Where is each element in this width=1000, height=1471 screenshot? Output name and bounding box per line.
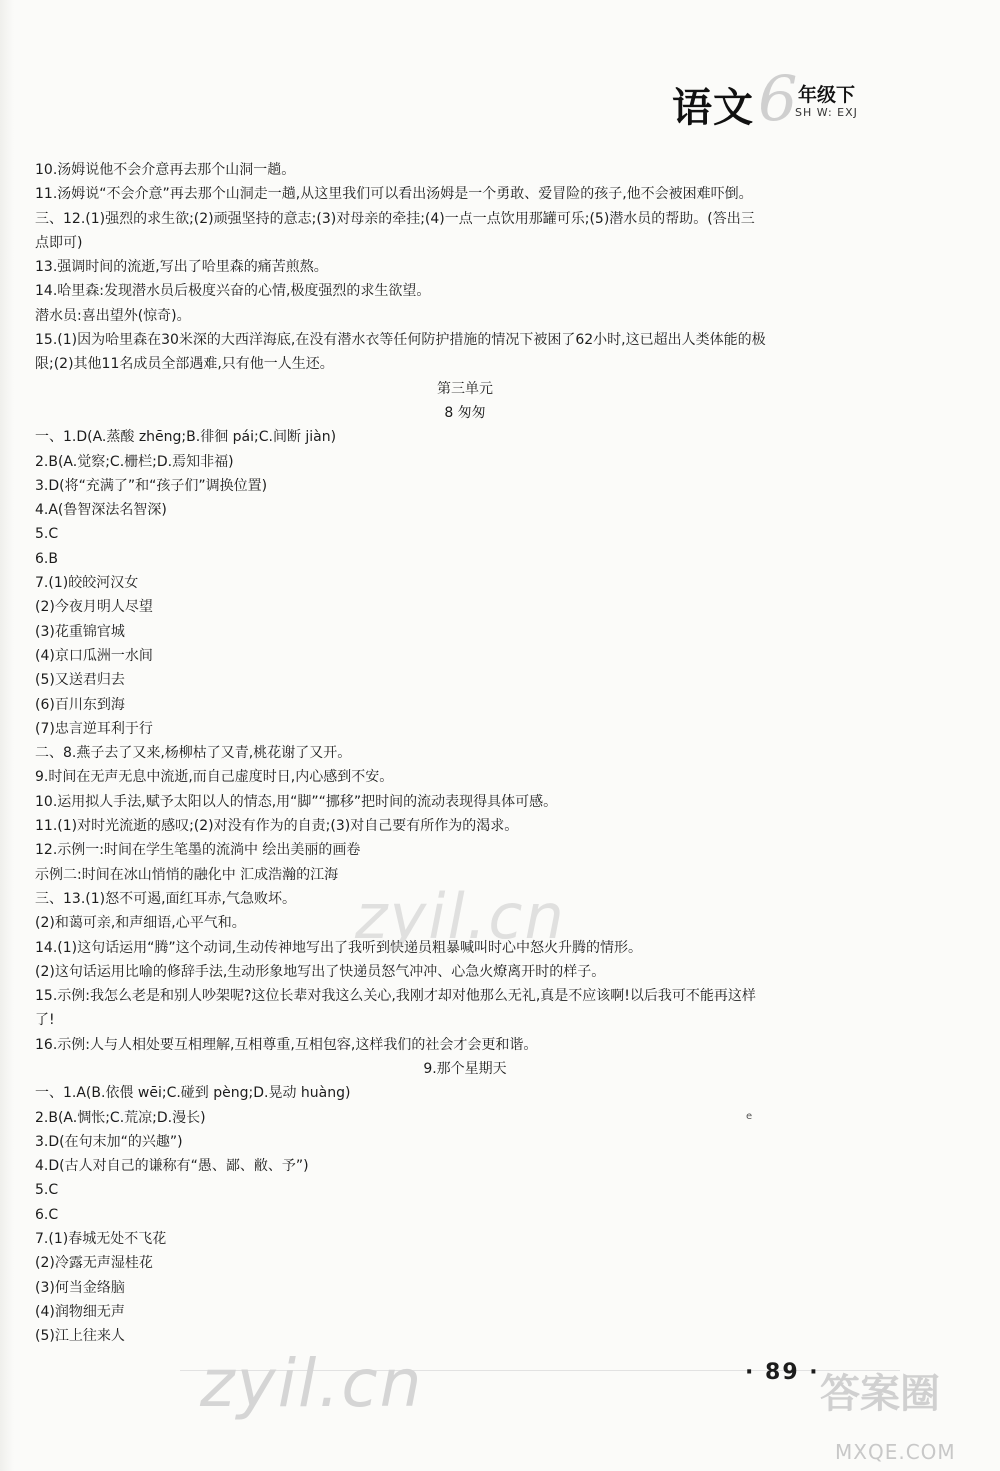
watermark-logo: 答案圈 <box>820 1371 940 1417</box>
answer-line: 9.时间在无声无息中流逝,而自己虚度时日,内心感到不安。 <box>35 769 394 786</box>
answer-line: (5)又送君归去 <box>35 672 125 689</box>
answer-line: 一、1.D(A.蒸酸 zhēng;B.徘徊 pái;C.间断 jiàn) <box>35 429 337 446</box>
answer-line: 4.D(古人对自己的谦称有“愚、鄙、敝、予”) <box>35 1158 309 1175</box>
answer-line: (3)何当金络脑 <box>35 1279 125 1296</box>
answer-line: 15.(1)因为哈里森在30米深的大西洋海底,在没有潜水衣等任何防护措施的情况下被困了62小时,这已超出人类体能的极 <box>35 332 766 349</box>
answer-line: 3.D(在句末加“的兴趣”) <box>35 1133 183 1150</box>
answer-line: 7.(1)春城无处不飞花 <box>35 1231 167 1248</box>
answer-line: (2)这句话运用比喻的修辞手法,生动形象地写出了快递员怒气冲冲、心急火燎离开时的样子。 <box>35 963 606 980</box>
answer-line: 4.A(鲁智深法名智深) <box>35 502 167 519</box>
answer-line: 14.(1)这句话运用“腾”这个动词,生动传神地写出了我听到快递员粗暴喊叫时心中怒火升腾的情形。 <box>35 939 643 956</box>
grade-number: 6 <box>758 62 798 135</box>
answer-line: 14.哈里森:发现潜水员后极度兴奋的心情,极度强烈的求生欲望。 <box>35 283 431 300</box>
answer-line: 7.(1)皎皎河汉女 <box>35 575 139 592</box>
series-code: SH W: EXJ <box>795 106 858 119</box>
answer-line: 二、8.燕子去了又来,杨柳枯了又青,桃花谢了又开。 <box>35 745 352 762</box>
subject-title: 语文 <box>672 84 754 131</box>
answer-line: 5.C <box>35 526 59 543</box>
answer-line: 示例二:时间在冰山悄悄的融化中 汇成浩瀚的江海 <box>35 866 339 883</box>
watermark-mid: zyil.cn <box>355 880 566 953</box>
watermark-site: zyil.cn <box>200 1345 424 1422</box>
answer-line: (5)江上往来人 <box>35 1328 125 1345</box>
answer-line: (2)冷露无声湿桂花 <box>35 1255 153 1272</box>
stray-mark: e <box>746 1111 753 1122</box>
answer-line: 11.汤姆说“不会介意”再去那个山洞走一趟,从这里我们可以看出汤姆是一个勇敢、爱冒险的孩子,他不会被困难吓倒。 <box>35 186 753 203</box>
scan-edge <box>0 0 14 1471</box>
answer-line: 潜水员:喜出望外(惊奇)。 <box>35 307 191 324</box>
answer-content <box>35 158 895 1349</box>
answer-line: 10.汤姆说他不会介意再去那个山洞一趟。 <box>35 162 296 178</box>
answer-line: (4)京口瓜洲一水间 <box>35 647 153 664</box>
answer-line: 2.B(A.惆怅;C.荒凉;D.漫长) <box>35 1109 206 1126</box>
answer-line: (7)忠言逆耳利于行 <box>35 720 153 737</box>
answer-line: (2)今夜月明人尽望 <box>35 599 153 616</box>
answer-line: (6)百川东到海 <box>35 696 125 713</box>
answer-line: 6.C <box>35 1206 59 1223</box>
answer-line: 11.(1)对时光流逝的感叹;(2)对没有作为的自责;(3)对自己要有所作为的渴求。 <box>35 818 519 835</box>
answer-line: 三、13.(1)怒不可遏,面红耳赤,气急败坏。 <box>35 890 296 907</box>
answer-line: (4)润物细无声 <box>35 1303 125 1320</box>
answer-line: 15.示例:我怎么老是和别人吵架呢?这位长辈对我这么关心,我刚才却对他那么无礼,真是不应该啊!以后我可不能再这样 <box>35 988 756 1005</box>
answer-line: 一、1.A(B.依偎 wēi;C.碰到 pèng;D.晃动 huàng) <box>35 1085 351 1102</box>
grade-text: 年级下 <box>798 84 856 106</box>
answer-line: 点即可) <box>35 234 83 251</box>
answer-line: 了! <box>35 1012 55 1029</box>
answer-line: 3.D(将“充满了”和“孩子们”调换位置) <box>35 477 268 494</box>
answer-line: 三、12.(1)强烈的求生欲;(2)顽强坚持的意志;(3)对母亲的牵挂;(4)一点一点饮用那罐可乐;(5)潜水员的帮助。(答出三 <box>35 210 755 227</box>
answer-line: 6.B <box>35 550 58 567</box>
section-heading: 8 匆匆 <box>444 404 486 421</box>
watermark-url: MXQE.COM <box>835 1440 956 1464</box>
answer-line: 限;(2)其他11名成员全部遇难,只有他一人生还。 <box>35 356 334 373</box>
answer-line: 16.示例:人与人相处要互相理解,互相尊重,互相包容,这样我们的社会才会更和谐。 <box>35 1036 538 1053</box>
answer-line: 2.B(A.觉察;C.栅栏;D.焉知非福) <box>35 453 234 470</box>
section-heading: 第三单元 <box>437 380 493 397</box>
page-number: · 89 · <box>745 1360 820 1385</box>
page-header <box>670 62 900 142</box>
answer-line: 13.强调时间的流逝,写出了哈里森的痛苦煎熬。 <box>35 259 328 276</box>
answer-line: 10.运用拟人手法,赋予太阳以人的情态,用“脚”“挪移”把时间的流动表现得具体可感。 <box>35 793 558 810</box>
answer-line: (2)和蔼可亲,和声细语,心平气和。 <box>35 915 246 932</box>
answer-line: 5.C <box>35 1182 59 1199</box>
section-heading: 9.那个星期天 <box>423 1060 507 1077</box>
answer-line: 12.示例一:时间在学生笔墨的流淌中 绘出美丽的画卷 <box>35 842 361 859</box>
answer-line: (3)花重锦官城 <box>35 623 125 640</box>
